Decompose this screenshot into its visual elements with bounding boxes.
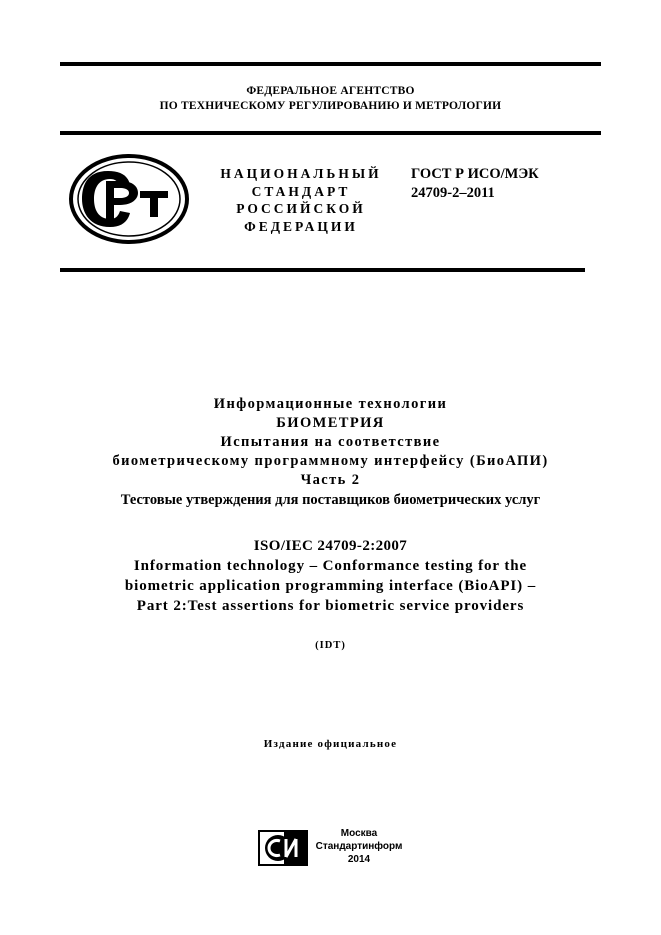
national-line-4: ФЕДЕРАЦИИ	[244, 218, 358, 234]
ru-title-line-5: Часть 2	[300, 472, 361, 488]
designation-line-1: ГОСТ Р ИСО/МЭК	[411, 166, 539, 182]
box-bottom-rule	[60, 268, 585, 272]
ru-title-line-4: биометрическому программному интерфейсу (БиоАПИ)	[112, 453, 549, 469]
publisher-year: 2014	[347, 854, 371, 865]
agency-line-1: ФЕДЕРАЛЬНОЕ АГЕНТСТВО	[246, 85, 415, 97]
publisher-name: Стандартинформ	[315, 841, 403, 852]
publisher-info	[310, 827, 408, 866]
national-line-3: РОССИЙСКОЙ	[236, 201, 366, 216]
en-title-line-1: Information technology – Conformance testing for the	[133, 558, 528, 574]
standard-designation	[411, 165, 539, 203]
national-line-2: СТАНДАРТ	[251, 183, 351, 199]
national-standard-label	[210, 165, 392, 235]
idt-label: (IDT)	[315, 640, 346, 651]
en-title-line-3: Part 2:Test assertions for biometric service providers	[136, 598, 525, 614]
russian-title	[40, 395, 621, 510]
top-rule	[60, 62, 601, 66]
ru-title-line-2: БИОМЕТРИЯ	[276, 415, 385, 431]
header-rule	[60, 131, 601, 135]
edition-label: Издание официальное	[263, 738, 398, 750]
ru-title-line-3: Испытания на соответствие	[220, 434, 441, 450]
iso-designation: ISO/IEC 24709-2:2007	[253, 538, 408, 554]
publisher-city: Москва	[340, 828, 378, 839]
en-title-line-2: biometric application programming interface (BioAPI) –	[124, 578, 537, 594]
designation-line-2: 24709-2–2011	[411, 185, 495, 201]
standartinform-logo-icon	[258, 830, 308, 866]
agency-header	[60, 84, 601, 114]
ru-title-line-6: Тестовые утверждения для поставщиков биометрических услуг	[120, 492, 541, 508]
national-line-1: НАЦИОНАЛЬНЫЙ	[220, 166, 382, 181]
ru-title-line-1: Информационные технологии	[213, 396, 448, 412]
rst-certification-mark-icon	[68, 153, 190, 245]
english-title	[40, 537, 621, 616]
agency-line-2: ПО ТЕХНИЧЕСКОМУ РЕГУЛИРОВАНИЮ И МЕТРОЛОГИИ	[159, 100, 502, 112]
